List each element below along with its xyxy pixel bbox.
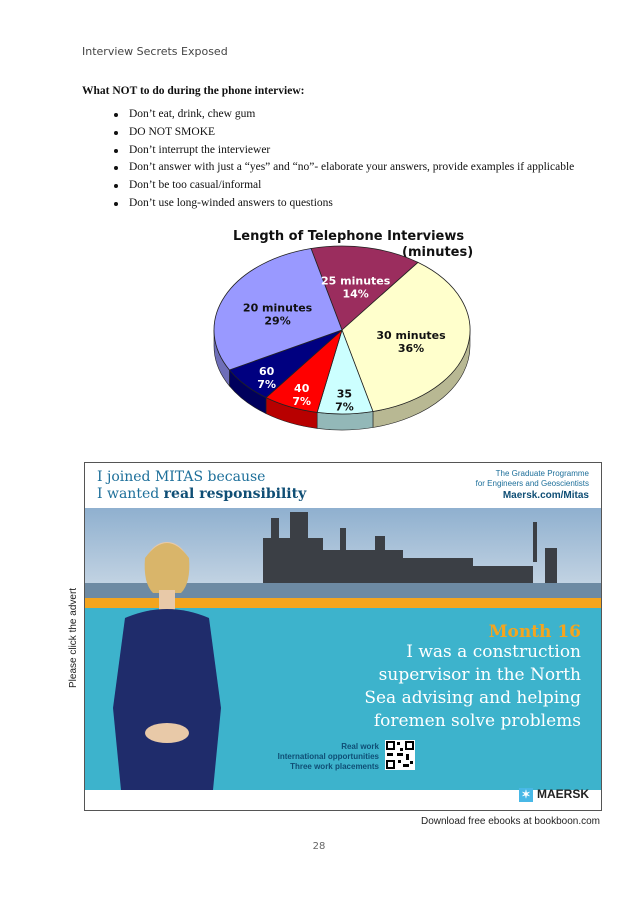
running-header: Interview Secrets Exposed xyxy=(82,45,228,58)
advert-line1: I joined MITAS because xyxy=(97,469,266,485)
maersk-logo[interactable]: ✶ MAERSK xyxy=(519,787,589,802)
bullet-icon xyxy=(114,166,118,170)
download-link[interactable]: Download free ebooks at bookboon.com xyxy=(420,816,600,827)
section-heading: What NOT to do during the phone interview: xyxy=(82,85,305,97)
advert-tags: Real work International opportunities Three work placements xyxy=(277,742,379,771)
bullet-icon xyxy=(114,184,118,188)
bullet-icon xyxy=(114,149,118,153)
slice-percent: 7% xyxy=(257,377,276,391)
slice-percent: 14% xyxy=(342,287,369,301)
advert-month: Month 16 xyxy=(488,622,581,642)
slice-percent: 36% xyxy=(397,341,425,355)
list-item: Don’t eat, drink, chew gum xyxy=(112,106,574,124)
slice-percent: 7% xyxy=(292,394,312,408)
advert-header xyxy=(85,463,601,508)
page-number: 28 xyxy=(312,841,326,852)
slice-percent: 29% xyxy=(264,314,291,328)
bullet-list xyxy=(112,106,574,213)
chart-subtitle: (minutes) xyxy=(402,245,474,260)
chart-title: Length of Telephone Interviews xyxy=(233,229,465,244)
slice-percent: 7% xyxy=(335,400,354,414)
slice-label: 25 minutes xyxy=(321,274,391,288)
slice-label: 30 minutes xyxy=(376,328,446,342)
advert-quote: I was a construction supervisor in the North Sea advising and helping foremen solve problems xyxy=(364,642,581,731)
slice-label: 20 minutes xyxy=(242,301,313,315)
advert-url[interactable]: Maersk.com/Mitas xyxy=(502,490,589,501)
bullet-icon xyxy=(114,131,118,135)
slice-label: 35 xyxy=(336,387,353,401)
pie-chart xyxy=(205,218,480,438)
slice-label: 40 xyxy=(294,381,310,395)
advert-audience: for Engineers and Geoscientists xyxy=(475,479,589,488)
list-item: Don’t use long-winded answers to questions xyxy=(112,195,574,213)
pie-slices xyxy=(214,246,470,430)
bullet-icon xyxy=(114,202,118,206)
advert-banner[interactable] xyxy=(84,462,602,811)
list-item: DO NOT SMOKE xyxy=(112,124,574,142)
list-item: Don’t answer with just a “yes” and “no”- elaborate your answers, provide examples if applicable xyxy=(112,159,574,177)
list-item: Don’t interrupt the interviewer xyxy=(112,142,574,160)
slice-label: 60 xyxy=(258,364,275,378)
star-icon: ✶ xyxy=(519,788,533,802)
advert-side-note: Please click the advert xyxy=(68,587,79,688)
bullet-icon xyxy=(114,113,118,117)
list-item: Don’t be too casual/informal xyxy=(112,177,574,195)
advert-programme: The Graduate Programme xyxy=(495,469,589,478)
qr-code-icon[interactable] xyxy=(385,740,415,770)
advert-line2: I wanted real responsibility xyxy=(97,486,307,502)
